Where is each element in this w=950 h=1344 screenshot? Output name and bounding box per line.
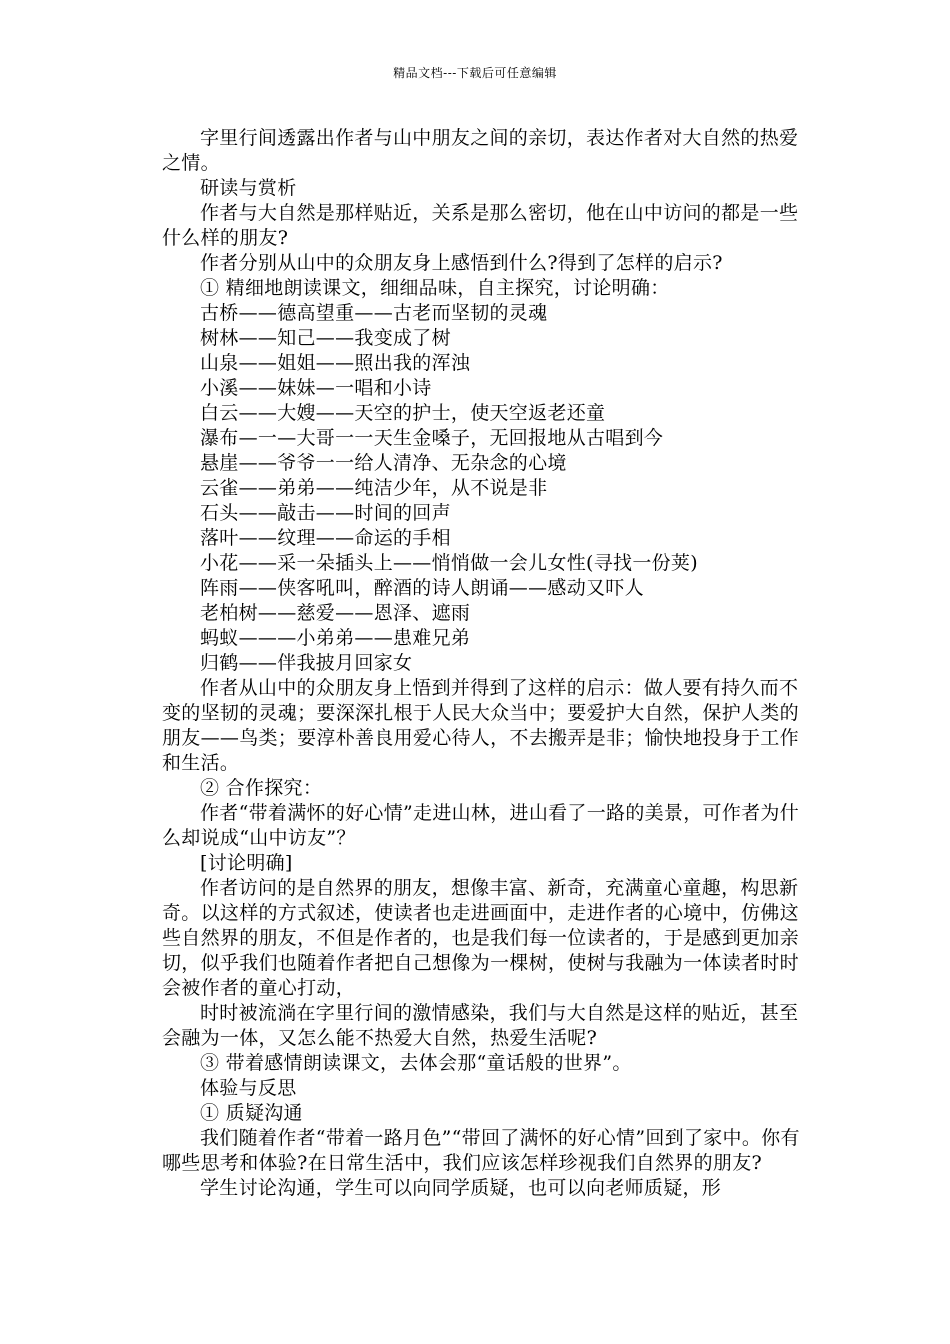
paragraph: [讨论明确] (200, 852, 293, 874)
section-heading: 体验与反思 (200, 1077, 297, 1099)
list-item: 白云——大嫂——天空的护士，使天空返老还童 (200, 402, 606, 424)
list-item: 小溪——妹妹—一唱和小诗 (200, 377, 432, 399)
paragraph: ① 质疑沟通 (200, 1102, 303, 1124)
list-item: 落叶——纹理——命运的手相 (200, 527, 451, 549)
paragraph: ③ 带着感情朗读课文，去体会那“童话般的世界”。 (200, 1052, 632, 1074)
paragraph: 时时被流淌在字里行间的激情感染，我们与大自然是这样的贴近，甚至会融为一体，又怎么能不热爱大自然，热爱生活呢? (162, 1002, 799, 1049)
page-header: 精品文档---下载后可任意编辑 (393, 66, 557, 80)
paragraph: ① 精细地朗读课文，细细品味，自主探究，讨论明确： (200, 277, 670, 299)
paragraph: 学生讨论沟通，学生可以向同学质疑，也可以向老师质疑，形 (200, 1177, 722, 1199)
list-item: 古桥——德高望重——古老而坚韧的灵魂 (200, 302, 548, 324)
list-item: 归鹤——伴我披月回家女 (200, 652, 413, 674)
list-item: 石头——敲击——时间的回声 (200, 502, 451, 524)
paragraph: ② 合作探究： (200, 777, 323, 799)
list-item: 树林——知己——我变成了树 (200, 327, 451, 349)
paragraph: 作者访问的是自然界的朋友，想像丰富、新奇，充满童心童趣，构思新奇。以这样的方式叙述，使读者也走进画面中，走进作者的心境中，仿佛这些自然界的朋友，不但是作者的，也是我们每一位读者的，于是感到更加亲切，似乎我们也随着作者把自己想像为一棵树，使树与我融为一体读者时时会被作者的童心打动， (162, 877, 799, 999)
paragraph: 我们随着作者“带着一路月色”“带回了满怀的好心情”回到了家中。你有哪些思考和体验?在日常生活中，我们应该怎样珍视我们自然界的朋友? (162, 1127, 800, 1174)
list-item: 瀑布—一—大哥一一天生金嗓子，无回报地从古唱到今 (200, 427, 664, 449)
list-item: 山泉——姐姐——照出我的浑浊 (200, 352, 471, 374)
paragraph: 字里行间透露出作者与山中朋友之间的亲切，表达作者对大自然的热爱之情。 (162, 127, 799, 174)
paragraph: 作者与大自然是那样贴近，关系是那么密切，他在山中访问的都是一些什么样的朋友? (162, 202, 799, 249)
list-item: 蚂蚁———小弟弟——患难兄弟 (200, 627, 471, 649)
paragraph: 作者分别从山中的众朋友身上感悟到什么?得到了怎样的启示? (200, 252, 723, 274)
list-item: 老柏树——慈爱——恩泽、遮雨 (200, 602, 471, 624)
document-body (162, 126, 812, 1201)
paragraph: 作者“带着满怀的好心情”走进山林，进山看了一路的美景，可作者为什么却说成“山中访友”？ (162, 802, 800, 849)
list-item: 阵雨——侠客吼叫，醉酒的诗人朗诵——感动又吓人 (200, 577, 644, 599)
section-heading: 研读与赏析 (200, 177, 297, 199)
paragraph: 作者从山中的众朋友身上悟到并得到了这样的启示：做人要有持久而不变的坚韧的灵魂；要深深扎根于人民大众当中；要爱护大自然，保护人类的朋友——鸟类；要淳朴善良用爱心待人，不去搬弄是非；愉快地投身于工作和生活。 (162, 677, 799, 774)
list-item: 云雀——弟弟——纯洁少年，从不说是非 (200, 477, 548, 499)
list-item: 小花——采一朵插头上——悄悄做一会儿女性(寻找一份荚) (200, 552, 698, 574)
list-item: 悬崖——爷爷一一给人清净、无杂念的心境 (200, 452, 567, 474)
